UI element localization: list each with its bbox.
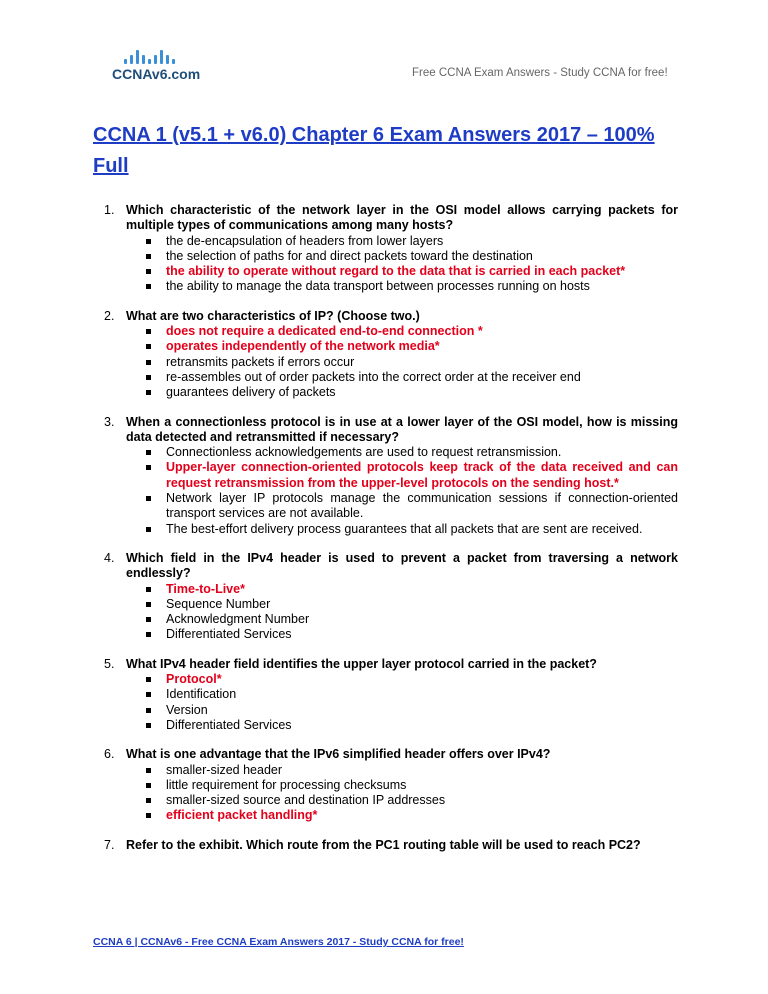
logo-signal-icon [124,44,200,64]
answer-option: Version [166,703,678,718]
answer-option: little requirement for processing checksums [166,778,678,793]
answer-option-correct: efficient packet handling* [166,808,678,823]
question-item [104,203,678,295]
page-header [0,0,768,100]
answer-options [104,582,678,643]
answer-option: the ability to manage the data transport between processes running on hosts [166,279,678,294]
question-item [104,309,678,401]
question-text: What IPv4 header field identifies the upper layer protocol carried in the packet? [126,656,597,671]
answer-option: re-assembles out of order packets into the correct order at the receiver end [166,370,678,385]
answer-option: Network layer IP protocols manage the communication sessions if connection-oriented transport services are not available. [166,491,678,521]
question-item [104,657,678,733]
question-item [104,838,678,853]
answer-options [104,445,678,537]
question-number: 6. [104,747,115,762]
logo-text: CCNAv6.com [112,66,201,82]
question-number: 5. [104,656,115,671]
page-title[interactable]: CCNA 1 (v5.1 + v6.0) Chapter 6 Exam Answers 2017 – 100% Full [93,124,655,177]
answer-options [104,763,678,824]
question-text: Which characteristic of the network layer in the OSI model allows carrying packets for multiple types of communications among many hosts? [126,203,678,233]
answer-option: the selection of paths for and direct packets toward the destination [166,249,678,264]
question-item [104,551,678,643]
answer-option: smaller-sized source and destination IP addresses [166,793,678,808]
answer-option: Connectionless acknowledgements are used to request retransmission. [166,445,678,460]
answer-option-correct: Protocol* [166,672,678,687]
answer-option: Acknowledgment Number [166,612,678,627]
page-footer[interactable]: CCNA 6 | CCNAv6 - Free CCNA Exam Answers 2017 - Study CCNA for free! [93,936,464,948]
question-number: 2. [104,308,115,323]
question-text: Refer to the exhibit. Which route from the PC1 routing table will be used to reach PC2? [126,837,641,852]
answer-option: Differentiated Services [166,627,678,642]
answer-option: Sequence Number [166,597,678,612]
question-number: 1. [104,203,115,217]
answer-option: the de-encapsulation of headers from lower layers [166,234,678,249]
site-logo[interactable] [112,44,212,88]
answer-option: smaller-sized header [166,763,678,778]
answer-options [104,324,678,400]
answer-option-correct: the ability to operate without regard to the data that is carried in each packet* [166,264,678,279]
question-item [104,415,678,537]
question-text: What are two characteristics of IP? (Choose two.) [126,308,420,323]
answer-option: Differentiated Services [166,718,678,733]
question-list [104,203,678,853]
answer-option: guarantees delivery of packets [166,385,678,400]
answer-option: retransmits packets if errors occur [166,355,678,370]
answer-option-correct: operates independently of the network media* [166,339,678,354]
answer-option-correct: Upper-layer connection-oriented protocols keep track of the data received and can request retransmission from the upper-level protocols on the sending host.* [166,460,678,490]
answer-options [104,672,678,733]
answer-options [104,234,678,295]
answer-option: Identification [166,687,678,702]
question-item [104,747,678,823]
question-number: 7. [104,837,115,852]
answer-option: The best-effort delivery process guarantees that all packets that are sent are received. [166,522,678,537]
header-tagline: Free CCNA Exam Answers - Study CCNA for free! [412,67,668,79]
question-number: 4. [104,550,115,565]
answer-option-correct: does not require a dedicated end-to-end connection * [166,324,678,339]
question-text: When a connectionless protocol is in use at a lower layer of the OSI model, how is missing data detected and retransmitted if necessary? [126,414,678,444]
question-text: What is one advantage that the IPv6 simplified header offers over IPv4? [126,747,551,762]
question-text: Which field in the IPv4 header is used to prevent a packet from traversing a network endlessly? [126,550,678,581]
question-number: 3. [104,414,115,429]
answer-option-correct: Time-to-Live* [166,582,678,597]
